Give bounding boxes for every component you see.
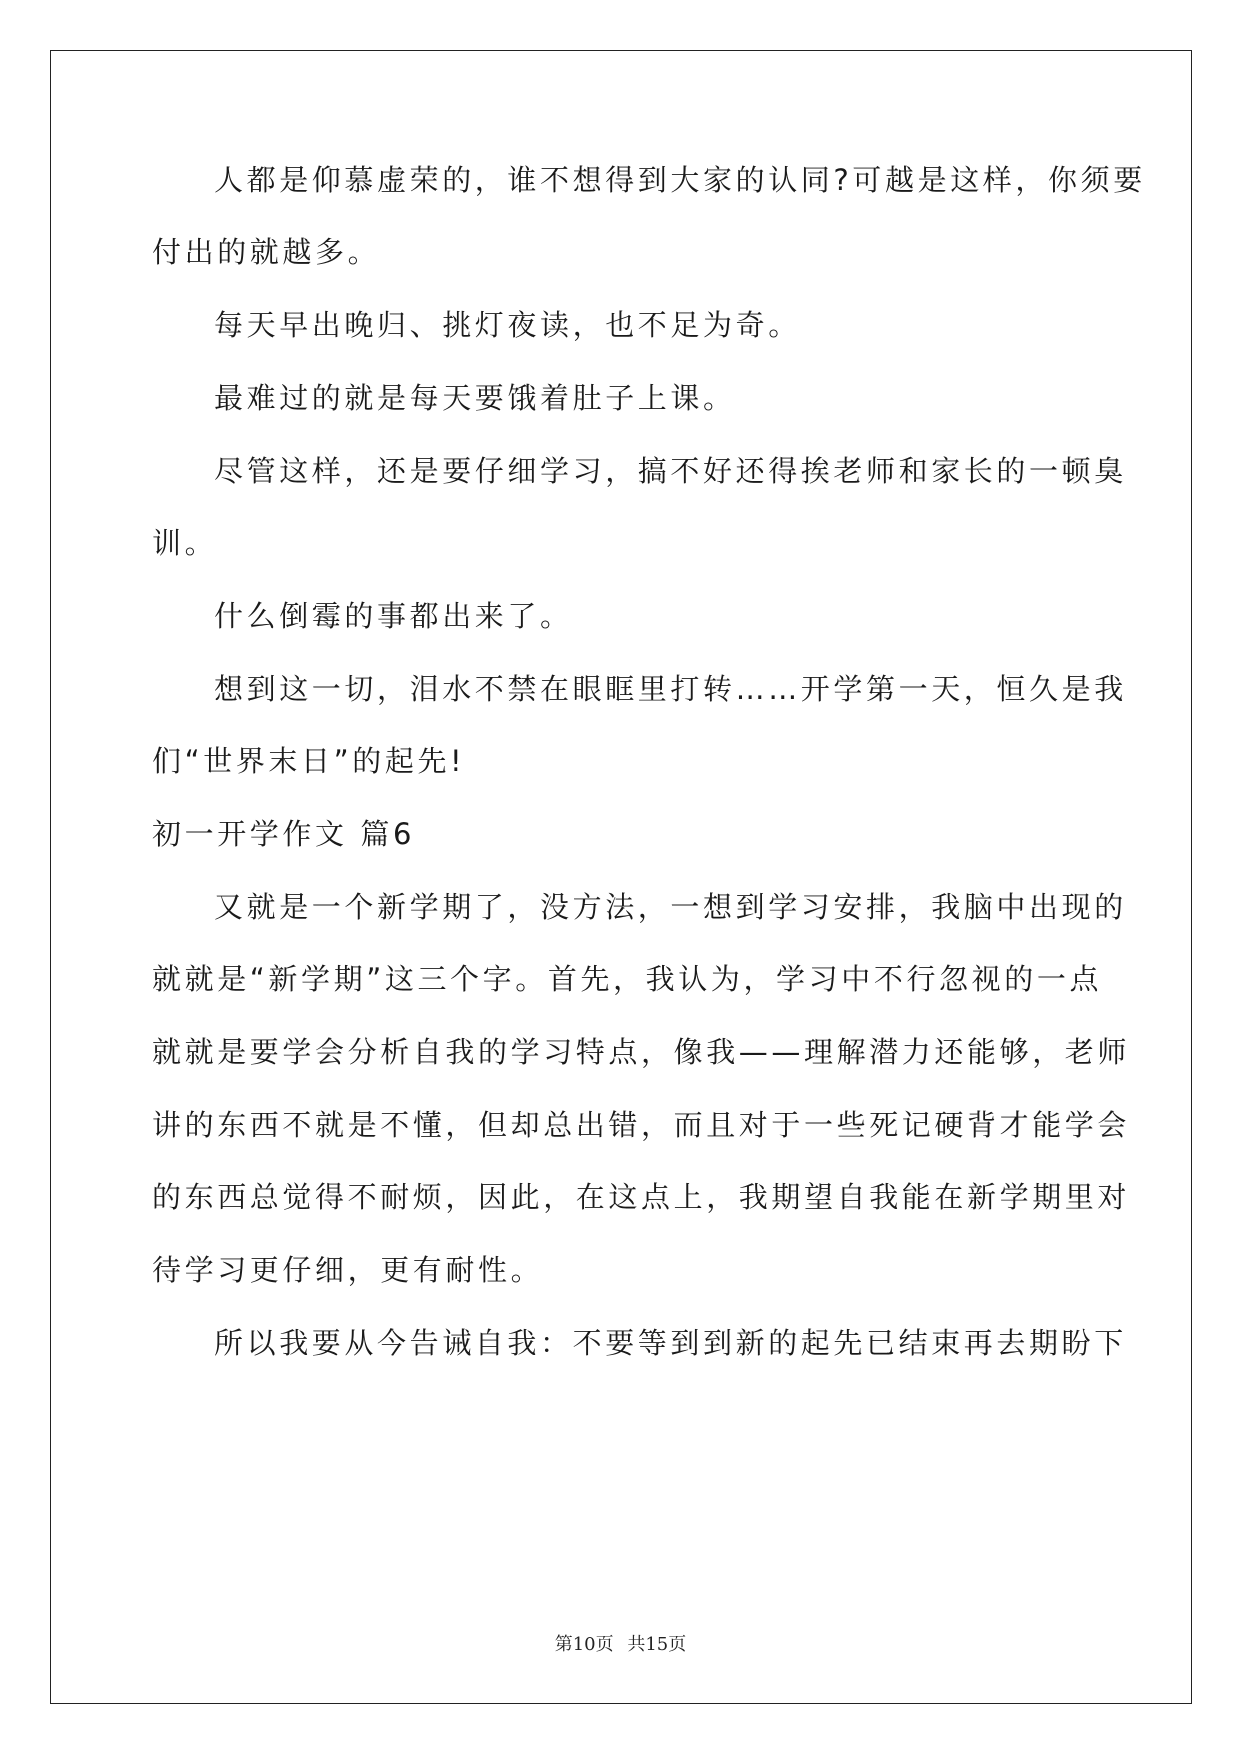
paragraph-line: 又就是一个新学期了，没方法，一想到学习安排，我脑中出现的 [214, 890, 1127, 924]
paragraph-line: 最难过的就是每天要饿着肚子上课。 [214, 381, 736, 415]
page-footer [0, 1630, 1241, 1656]
paragraph-line: 待学习更仔细，更有耐性。 [152, 1253, 544, 1287]
page-total: 共15页 [627, 1634, 687, 1655]
paragraph-line: 就就是要学会分析自我的学习特点，像我——理解潜力还能够，老师 [152, 1035, 1131, 1069]
paragraph-line: 什么倒霉的事都出来了。 [214, 599, 573, 633]
section-heading: 初一开学作文 篇6 [152, 817, 416, 851]
paragraph-line: 人都是仰慕虚荣的，谁不想得到大家的认同?可越是这样，你须要 [214, 163, 1146, 197]
paragraph-line: 就就是“新学期”这三个字。首先，我认为，学习中不行忽视的一点 [152, 962, 1103, 996]
paragraph-line: 们“世界末日”的起先! [152, 744, 466, 778]
paragraph-line: 付出的就越多。 [152, 235, 381, 269]
paragraph-line: 讲的东西不就是不懂，但却总出错，而且对于一些死记硬背才能学会 [152, 1108, 1131, 1142]
paragraph-line: 训。 [152, 526, 218, 560]
paragraph-line: 想到这一切，泪水不禁在眼眶里打转……开学第一天，恒久是我 [214, 672, 1127, 706]
paragraph-line: 每天早出晚归、挑灯夜读，也不足为奇。 [214, 308, 801, 342]
paragraph-line: 尽管这样，还是要仔细学习，搞不好还得挨老师和家长的一顿臭 [214, 454, 1127, 488]
paragraph-line: 所以我要从今告诫自我：不要等到到新的起先已结束再去期盼下 [214, 1326, 1127, 1360]
page-border [50, 50, 1192, 1704]
paragraph-line: 的东西总觉得不耐烦，因此，在这点上，我期望自我能在新学期里对 [152, 1180, 1131, 1214]
page-number: 第10页 [554, 1634, 614, 1655]
